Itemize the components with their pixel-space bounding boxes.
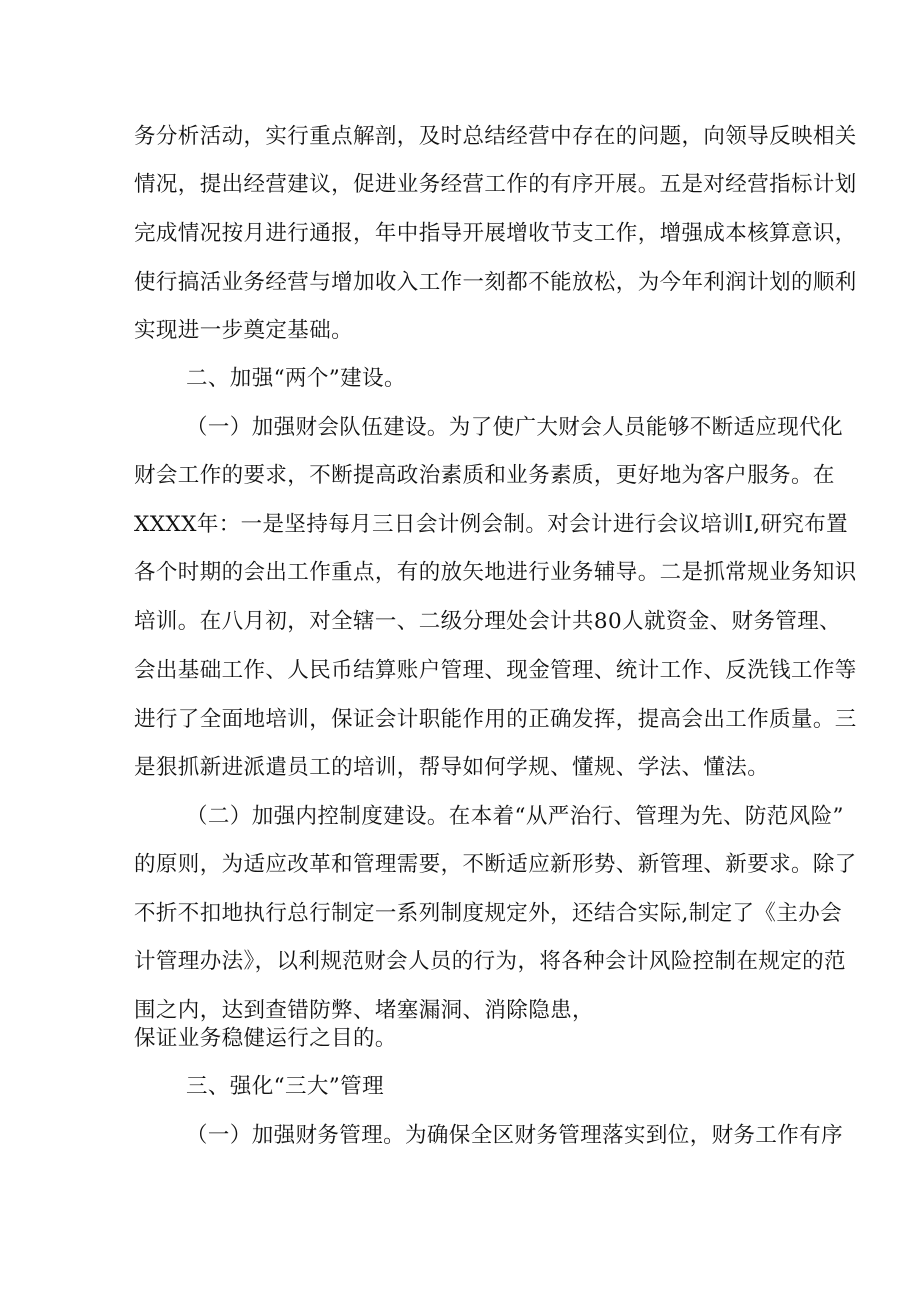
paragraph-line: 是狠抓新进派遣员工的培训，帮导如何学规、懂规、学法、懂法。 xyxy=(134,755,770,780)
paragraph-line: （二）加强内控制度建设。在本着“从严治行、管理为先、防范风险” xyxy=(186,804,844,829)
paragraph-line: 会出基础工作、人民币结算账户管理、现金管理、统计工作、反洗钱工作等 xyxy=(134,658,857,683)
paragraph-line: 计管理办法》，以利规范财会人员的行为，将各种会计风险控制在规定的范 xyxy=(134,949,846,974)
paragraph-line: 实现进一步奠定基础。 xyxy=(134,318,354,343)
paragraph-line: 培训。在八月初，对全辖一、二级分理处会计共80人就资金、财务管理、 xyxy=(134,609,842,634)
section-heading: 二、加强“两个”建设。 xyxy=(186,366,406,391)
paragraph-line: 的原则，为适应改革和管理需要，不断适应新形势、新管理、新要求。除了 xyxy=(134,852,857,877)
paragraph-line: 情况，提出经营建议，促进业务经营工作的有序开展。五是对经营指标计划 xyxy=(134,172,857,197)
section-heading: 三、强化“三大”管理 xyxy=(186,1074,384,1099)
paragraph-line: 进行了全面地培训，保证会计职能作用的正确发挥，提高会出工作质量。三 xyxy=(134,707,857,732)
paragraph-line: （一）加强财会队伍建设。为了使广大财会人员能够不断适应现代化 xyxy=(186,415,844,440)
paragraph-line: XXXX年：一是坚持每月三日会计例会制。对会计进行会议培训I,研究布置 xyxy=(134,512,849,537)
paragraph-line: 务分析活动，实行重点解剖，及时总结经营中存在的问题，向领导反映相关 xyxy=(134,124,857,149)
paragraph-line: （一）加强财务管理。为确保全区财务管理落实到位，财务工作有序 xyxy=(186,1123,844,1148)
paragraph-line: 财会工作的要求，不断提高政治素质和业务素质，更好地为客户服务。在 xyxy=(134,463,835,488)
paragraph-line: 不折不扣地执行总行制定一系列制度规定外，还结合实际,制定了《主办会 xyxy=(134,901,843,926)
paragraph-line: 围之内，达到查错防弊、堵塞漏洞、消除隐患， xyxy=(134,998,594,1023)
paragraph-line: 保证业务稳健运行之目的。 xyxy=(134,1026,397,1051)
paragraph-line: 完成情况按月进行通报，年中指导开展增收节支工作，增强成本核算意识， xyxy=(134,221,857,246)
paragraph-line: 使行搞活业务经营与增加收入工作一刻都不能放松，为今年利润计划的顺利 xyxy=(134,270,857,295)
paragraph-line: 各个时期的会出工作重点，有的放矢地进行业务辅导。二是抓常规业务知识 xyxy=(134,560,857,585)
